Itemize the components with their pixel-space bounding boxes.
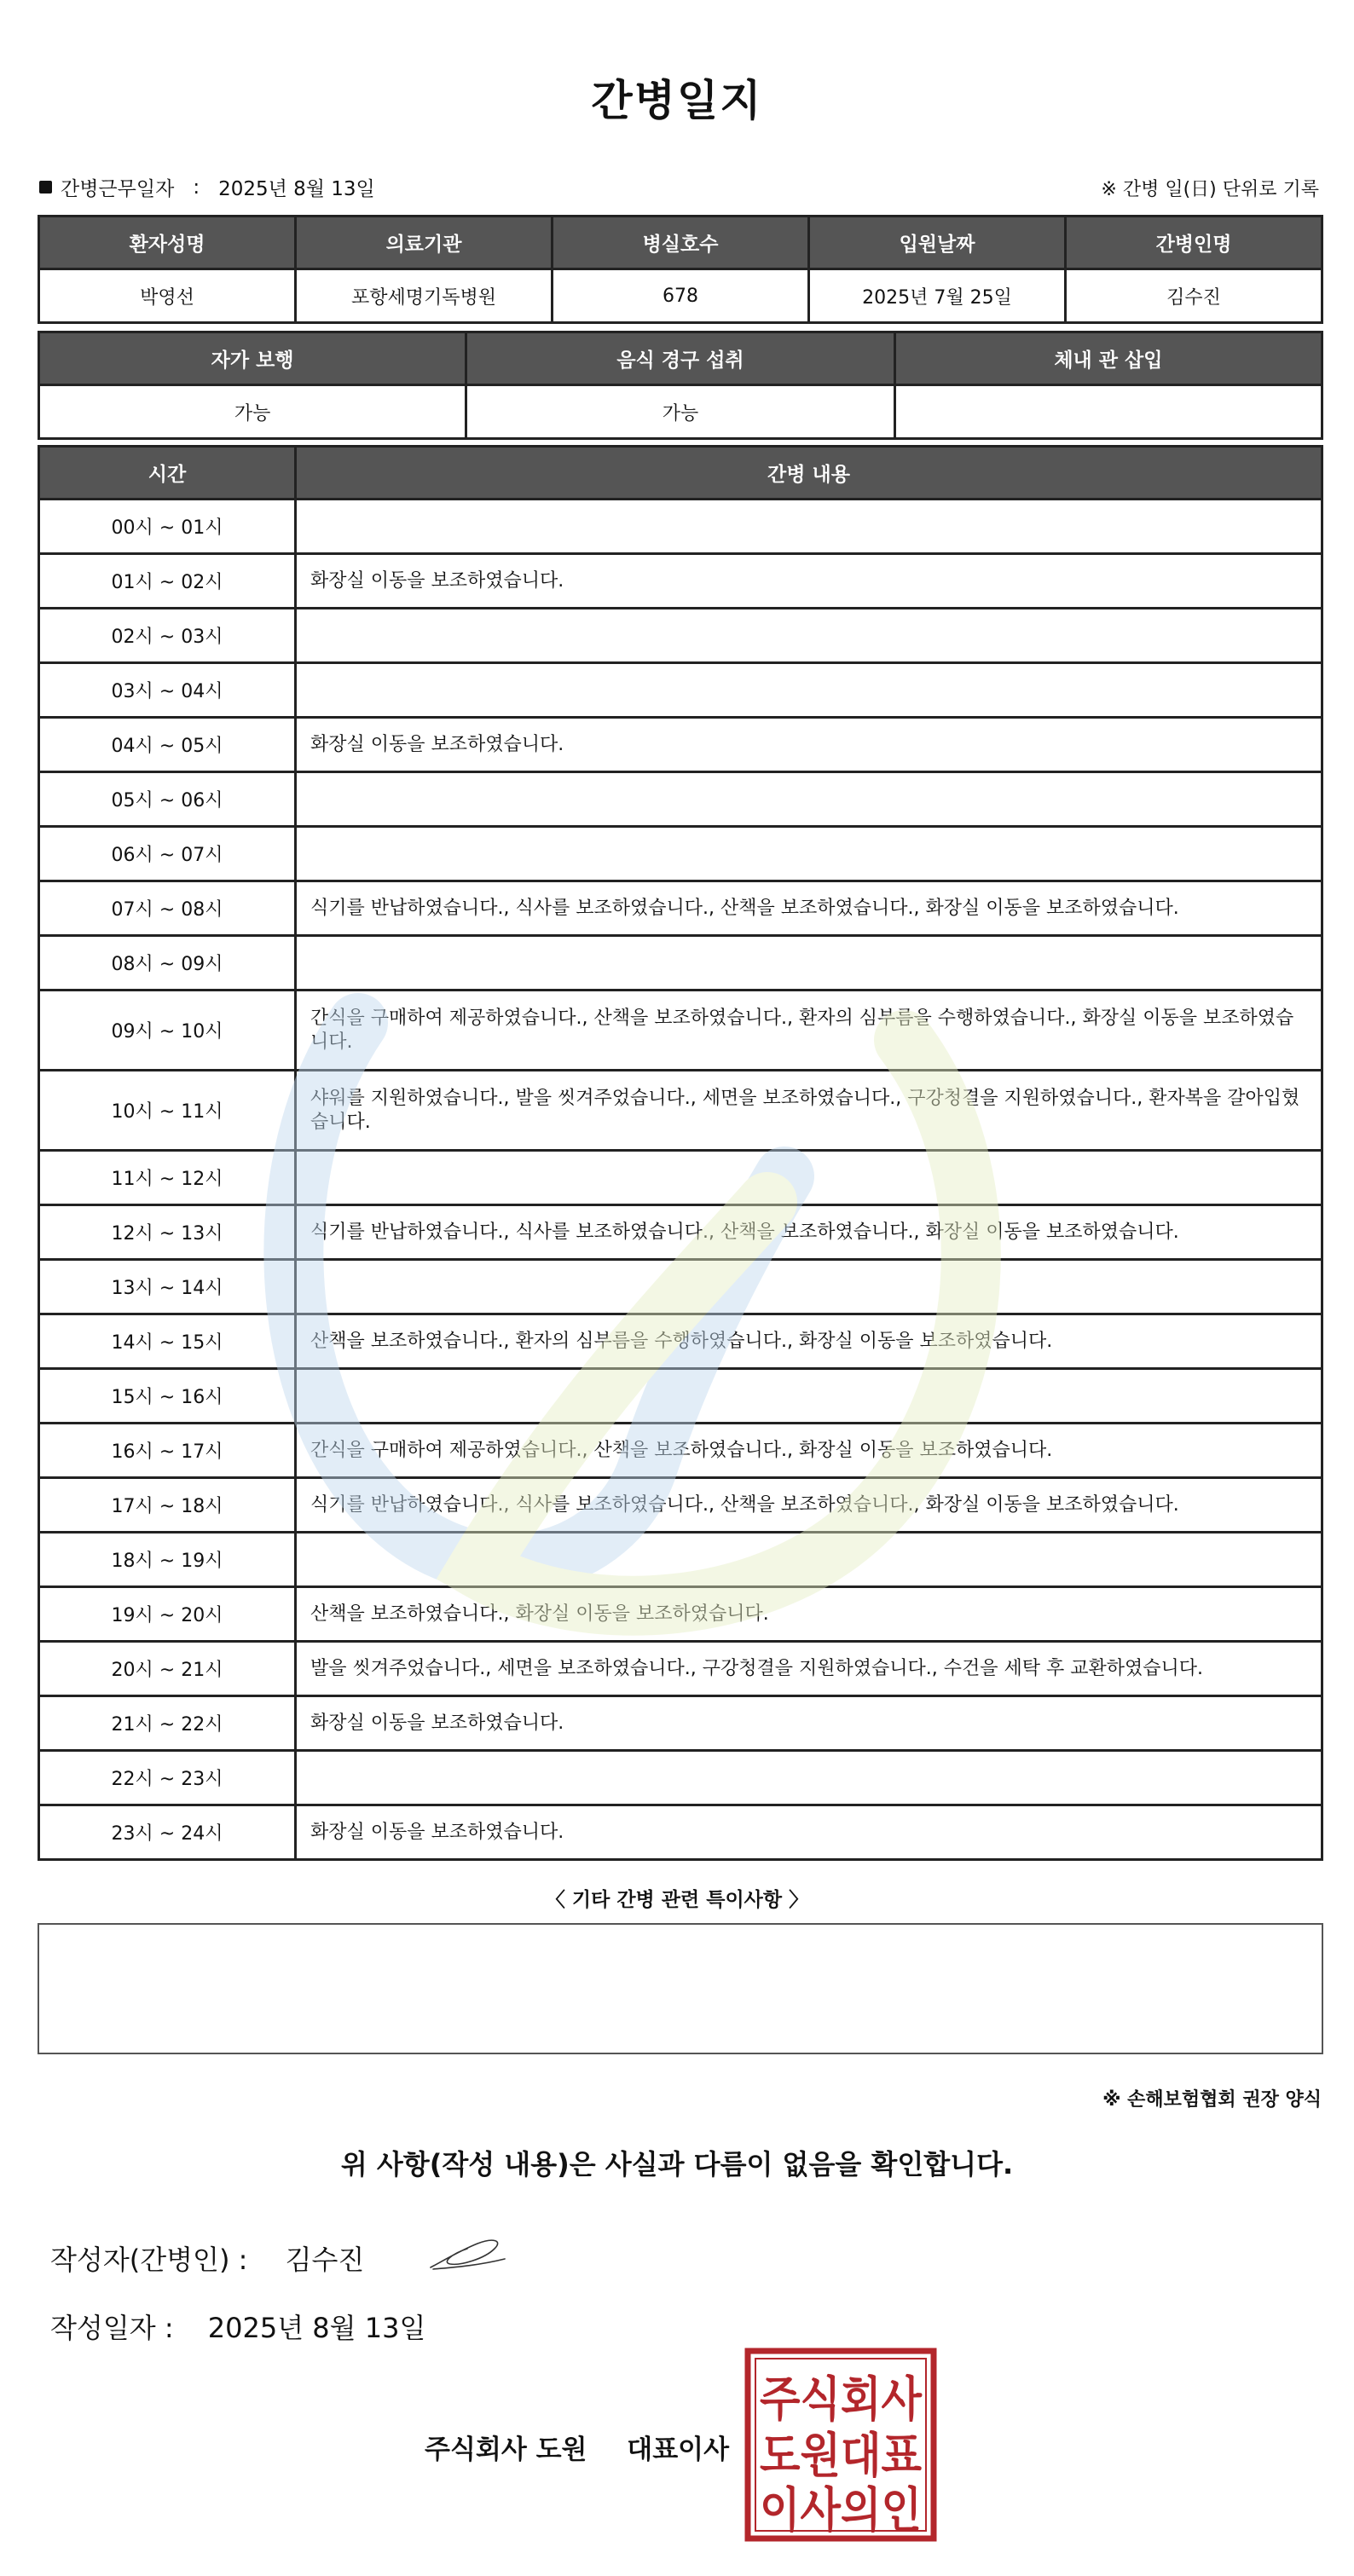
log-row (39, 827, 1322, 881)
log-time: 23시 ~ 24시 (39, 1805, 296, 1860)
written-date-value: 2025년 8월 13일 (207, 2312, 426, 2344)
hospital-name: 포항세명기독병원 (296, 269, 553, 323)
log-content (296, 500, 1322, 554)
log-time: 08시 ~ 09시 (39, 936, 296, 991)
log-row (39, 1151, 1322, 1205)
room-number: 678 (553, 269, 809, 323)
log-row (39, 609, 1322, 663)
work-date-label: 간병근무일자 (61, 178, 175, 200)
recommended-form-note: ※ 손해보험협회 권장 양식 (1102, 2089, 1322, 2111)
log-content (296, 1260, 1322, 1314)
tube-insertion-value (894, 385, 1322, 439)
log-row (39, 991, 1322, 1071)
oral-intake-value: 가능 (466, 385, 895, 439)
log-content: 간식을 구매하여 제공하였습니다., 산책을 보조하였습니다., 화장실 이동을 보조하였습니다. (296, 1424, 1322, 1478)
signature-icon (426, 2235, 507, 2273)
company-name: 주식회사 도원 (425, 2434, 587, 2465)
log-time: 22시 ~ 23시 (39, 1751, 296, 1805)
hourly-log-body (39, 500, 1322, 1860)
log-content: 식기를 반납하였습니다., 식사를 보조하였습니다., 산책을 보조하였습니다., 화장실 이동을 보조하였습니다. (296, 1478, 1322, 1533)
log-time: 18시 ~ 19시 (39, 1533, 296, 1587)
log-content: 산책을 보조하였습니다., 환자의 심부름을 수행하였습니다., 화장실 이동을 보조하였습니다. (296, 1314, 1322, 1369)
log-content: 발을 씻겨주었습니다., 세면을 보조하였습니다., 구강청결을 지원하였습니다., 수건을 세탁 후 교환하였습니다. (296, 1642, 1322, 1696)
log-row (39, 1424, 1322, 1478)
log-content: 식기를 반납하였습니다., 식사를 보조하였습니다., 산책을 보조하였습니다., 화장실 이동을 보조하였습니다. (296, 1205, 1322, 1260)
log-time: 10시 ~ 11시 (39, 1071, 296, 1151)
log-time: 14시 ~ 15시 (39, 1314, 296, 1369)
patient-info-table (38, 215, 1323, 324)
log-row (39, 1751, 1322, 1805)
work-date-value: 2025년 8월 13일 (218, 178, 375, 200)
header-oral-intake: 음식 경구 섭취 (466, 332, 895, 385)
self-walking-value: 가능 (39, 385, 466, 439)
admission-date: 2025년 7월 25일 (809, 269, 1066, 323)
writer-label: 작성자(간병인) : (50, 2244, 248, 2276)
confirmation-statement: 위 사항(작성 내용)은 사실과 다름이 없음을 확인합니다. (340, 2148, 1014, 2180)
patient-condition-table (38, 331, 1323, 440)
special-notes-title: 〈 기타 간병 관련 특이사항 〉 (545, 1889, 809, 1911)
log-time: 15시 ~ 16시 (39, 1369, 296, 1424)
log-row (39, 1205, 1322, 1260)
log-time: 16시 ~ 17시 (39, 1424, 296, 1478)
header-tube-insertion: 체내 관 삽입 (894, 332, 1322, 385)
patient-name: 박영선 (39, 269, 296, 323)
log-content (296, 1369, 1322, 1424)
log-content: 화장실 이동을 보조하였습니다. (296, 718, 1322, 772)
log-row (39, 1314, 1322, 1369)
log-content: 샤워를 지원하였습니다., 발을 씻겨주었습니다., 세면을 보조하였습니다., 구강청결을 지원하였습니다., 환자복을 갈아입혔습니다. (296, 1071, 1322, 1151)
log-time: 02시 ~ 03시 (39, 609, 296, 663)
record-unit-note: ※ 간병 일(日) 단위로 기록 (1101, 179, 1319, 200)
special-notes-box (38, 1923, 1323, 2054)
company-seal-icon (744, 2348, 937, 2542)
log-content: 간식을 구매하여 제공하였습니다., 산책을 보조하였습니다., 환자의 심부름을 수행하였습니다., 화장실 이동을 보조하였습니다. (296, 991, 1322, 1071)
log-time: 07시 ~ 08시 (39, 881, 296, 936)
seal-text-line: 주식회사 (760, 2372, 923, 2428)
log-time: 05시 ~ 06시 (39, 772, 296, 827)
log-time: 06시 ~ 07시 (39, 827, 296, 881)
log-row (39, 772, 1322, 827)
log-content (296, 1751, 1322, 1805)
company-line (425, 2428, 729, 2466)
log-row (39, 663, 1322, 718)
work-date-separator: : (193, 176, 200, 199)
log-row (39, 1369, 1322, 1424)
log-row (39, 554, 1322, 609)
log-time: 12시 ~ 13시 (39, 1205, 296, 1260)
log-content (296, 772, 1322, 827)
log-time: 11시 ~ 12시 (39, 1151, 296, 1205)
log-row (39, 1071, 1322, 1151)
log-row (39, 1805, 1322, 1860)
log-time: 13시 ~ 14시 (39, 1260, 296, 1314)
header-self-walking: 자가 보행 (39, 332, 466, 385)
log-content (296, 936, 1322, 991)
header-hospital: 의료기관 (296, 217, 553, 269)
log-content: 화장실 이동을 보조하였습니다. (296, 554, 1322, 609)
log-time: 20시 ~ 21시 (39, 1642, 296, 1696)
header-admission-date: 입원날짜 (809, 217, 1066, 269)
log-time: 17시 ~ 18시 (39, 1478, 296, 1533)
caregiver-name: 김수진 (1066, 269, 1322, 323)
log-content: 산책을 보조하였습니다., 화장실 이동을 보조하였습니다. (296, 1587, 1322, 1642)
log-row (39, 1533, 1322, 1587)
log-row (39, 1642, 1322, 1696)
log-content (296, 1533, 1322, 1587)
log-row (39, 881, 1322, 936)
log-row (39, 500, 1322, 554)
log-row (39, 1696, 1322, 1751)
log-content (296, 663, 1322, 718)
seal-text-line: 도원대표 (760, 2429, 922, 2484)
log-time: 04시 ~ 05시 (39, 718, 296, 772)
work-date-line (39, 173, 375, 201)
log-content: 화장실 이동을 보조하였습니다. (296, 1805, 1322, 1860)
log-content: 화장실 이동을 보조하였습니다. (296, 1696, 1322, 1751)
header-caregiver-name: 간병인명 (1066, 217, 1322, 269)
log-time: 19시 ~ 20시 (39, 1587, 296, 1642)
header-care-content: 간병 내용 (296, 447, 1322, 500)
log-content (296, 827, 1322, 881)
log-time: 00시 ~ 01시 (39, 500, 296, 554)
hourly-care-log-table (38, 445, 1323, 1861)
log-row (39, 1587, 1322, 1642)
seal-text-line: 이사의인 (760, 2483, 922, 2538)
log-row (39, 718, 1322, 772)
log-time: 03시 ~ 04시 (39, 663, 296, 718)
log-row (39, 1478, 1322, 1533)
writer-line (50, 2238, 364, 2278)
log-content (296, 609, 1322, 663)
writer-name: 김수진 (285, 2244, 365, 2276)
log-content (296, 1151, 1322, 1205)
bullet-square-icon (39, 181, 52, 193)
header-patient-name: 환자성명 (39, 217, 296, 269)
log-row (39, 1260, 1322, 1314)
log-time: 21시 ~ 22시 (39, 1696, 296, 1751)
log-time: 01시 ~ 02시 (39, 554, 296, 609)
log-row (39, 936, 1322, 991)
written-date-label: 작성일자 : (50, 2312, 174, 2344)
log-content: 식기를 반납하였습니다., 식사를 보조하였습니다., 산책을 보조하였습니다., 화장실 이동을 보조하였습니다. (296, 881, 1322, 936)
written-date-line (50, 2307, 425, 2346)
ceo-title: 대표이사 (627, 2434, 730, 2465)
page-title: 간병일지 (591, 76, 763, 125)
header-room-number: 병실호수 (553, 217, 809, 269)
header-time: 시간 (39, 447, 296, 500)
log-time: 09시 ~ 10시 (39, 991, 296, 1071)
